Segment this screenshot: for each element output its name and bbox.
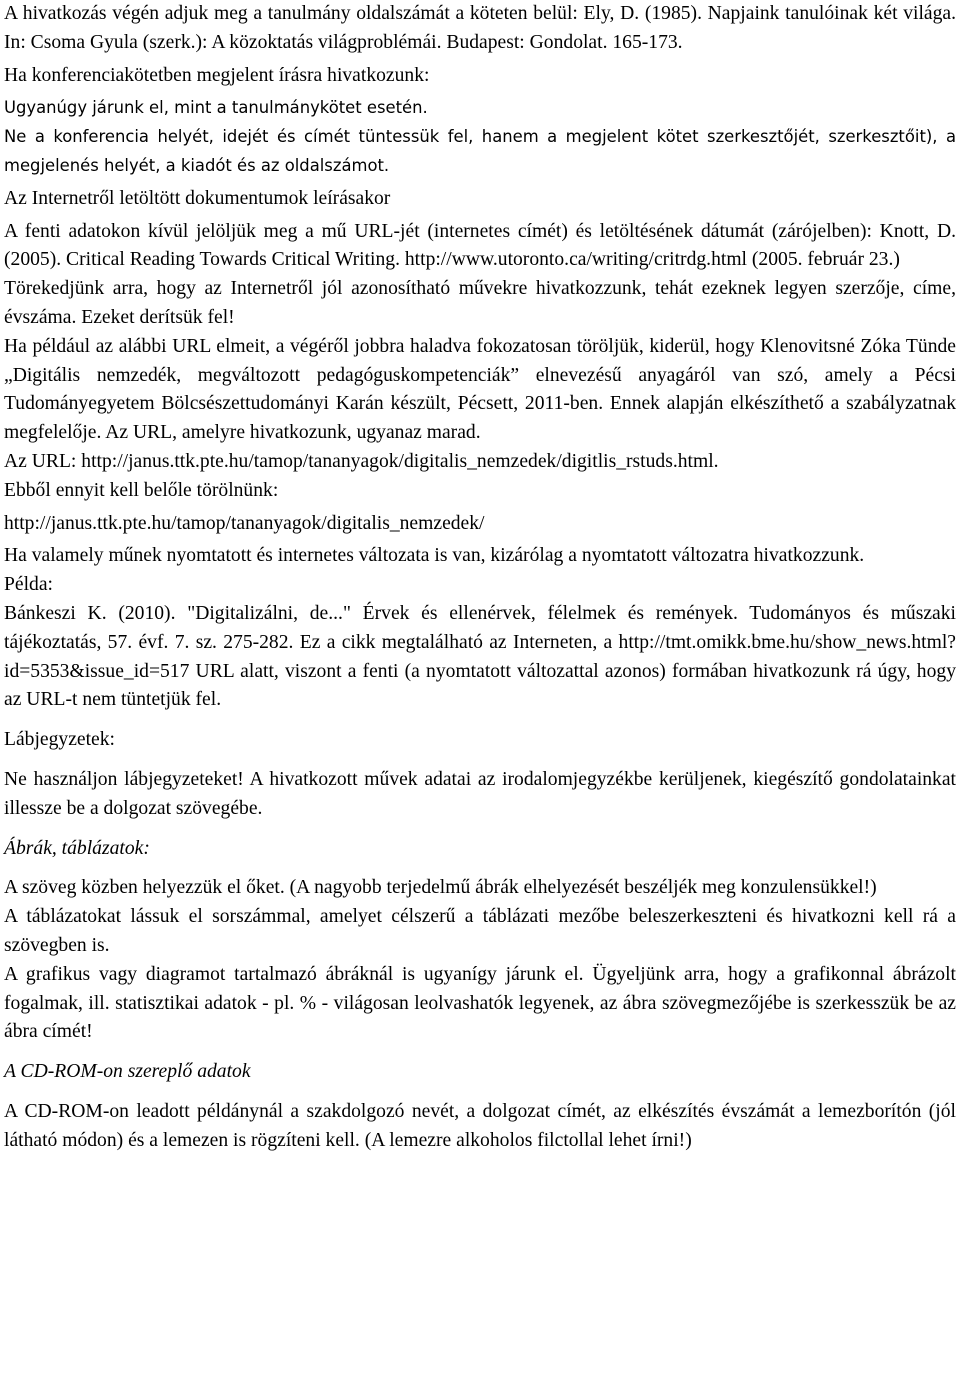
paragraph-figures-placement: A szöveg közben helyezzük el őket. (A nagyobb terjedelmű ábrák elhelyezését beszéljék meg konzulensükkel!) <box>4 877 877 899</box>
section-heading-cdrom-data: A CD-ROM-on szereplő adatok <box>4 1061 251 1083</box>
paragraph-footnotes-rule: Ne használjon lábjegyzeteket! A hivatkozott művek adatai az irodalomjegyzékbe kerüljenek, kiegészítő gondolatainkat illessze be a dolgozat szövegébe. <box>4 768 956 819</box>
paragraph-conference-reference-example: A hivatkozás végén adjuk meg a tanulmány oldalszámát a köteten belül: Ely, D. (1985). Napjaink tanulóinak két világa. In: Csoma Gyula (szerk.): A közoktatás világproblémái. Budapest: Gondolat. 165-173. <box>4 3 956 53</box>
paragraph-trim-instruction: Ebből ennyit kell belőle törölnünk: <box>4 479 279 501</box>
paragraph-bankeszi-example: Bánkeszi K. (2010). "Digitalizálni, de..." Érvek és ellenérvek, félelmek és remények. Tudományos és műszaki tájékoztatás, 57. évf. 7. sz. 275-282. Ez a cikk megtalálható az Interneten, a http://tmt.omikk.bme.hu/show_news.html?id=5353&issue_id=517 URL alatt, viszont a fenti (a nyomtatott változattal azonos) formában hivatkozunk rá úgy, hogy az URL-t nem tüntetjük fel. <box>4 602 956 711</box>
section-heading-footnotes: Lábjegyzetek: <box>4 729 115 751</box>
paragraph-trimmed-url: http://janus.ttk.pte.hu/tamop/tananyagok/digitalis_nemzedek/ <box>4 512 485 534</box>
paragraph-example-label: Példa: <box>4 574 53 596</box>
paragraph-cdrom-rules: A CD-ROM-on leadott példánynál a szakdolgozó nevét, a dolgozat címét, az elkészítés évszámát a lemezborítón (jól látható módon) és a lemezen is rögzíteni kell. (A lemezre alkoholos filctollal lehet írni!) <box>4 1100 956 1151</box>
paragraph-conference-volume-heading: Ha konferenciakötetben megjelent írásra hivatkozunk: <box>4 64 430 86</box>
section-heading-internet-documents: Az Internetről letöltött dokumentumok leírásakor <box>4 187 391 209</box>
paragraph-tables-numbering: A táblázatokat lássuk el sorszámmal, amelyet célszerű a táblázati mezőbe beleszerkeszteni és hivatkozni kell rá a szövegben is. <box>4 906 956 956</box>
paragraph-url-trimming-example: Ha például az alábbi URL elmeit, a végéről jobbra haladva fokozatosan töröljük, kiderül, hogy Klenovitsné Zóka Tünde „Digitális nemzedék, megváltozott pedagóguskompetenciák” elnevezésű anyagáról van szó, amely a Pécsi Tudományegyetem Bölcsészettudományi Karán készült, Pécsett, 2011-ben. Ennek alapján elkészíthető a szabályzatnak megfelelője. Az URL, amelyre hivatkozunk, ugyanaz marad. <box>4 335 956 444</box>
paragraph-graphics-rules: A grafikus vagy diagramot tartalmazó ábráknál is ugyanígy járunk el. Ügyeljünk arra, hogy a grafikonnal ábrázolt fogalmak, ill. statisztikai adatok - pl. % - világosan leolvashatók legyenek, az ábra szövegmezőjébe is szerkesszük be az ábra címét! <box>4 963 956 1043</box>
paragraph-identifiable-works: Törekedjünk arra, hogy az Internetről jól azonosítható művekre hivatkozzunk, tehát ezeknek legyen szerzője, címe, évszáma. Ezeket derítsük fel! <box>4 278 956 328</box>
document-page <box>4 0 956 1155</box>
paragraph-url-and-date: A fenti adatokon kívül jelöljük meg a mű URL-jét (internetes címét) és letöltésének dátumát (zárójelben): Knott, D. (2005). Critical Reading Towards Critical Writing. http://www.utoronto.ca/writing/critrdg.html (2005. február 23.) <box>4 220 956 271</box>
section-heading-figures-tables: Ábrák, táblázatok: <box>4 837 150 859</box>
paragraph-editor-instructions: Ne a konferencia helyét, idejét és címét tüntessük fel, hanem a megjelent kötet szerkesztőjét, szerkesztőit), a megjelenés helyét, a kiadót és az oldalszámot. <box>4 127 956 175</box>
paragraph-same-as-volume: Ugyanúgy járunk el, mint a tanulmánykötet esetén. <box>4 98 428 118</box>
paragraph-printed-version-rule: Ha valamely műnek nyomtatott és internetes változata is van, kizárólag a nyomtatott változatra hivatkozzunk. <box>4 545 865 567</box>
paragraph-full-url: Az URL: http://janus.ttk.pte.hu/tamop/tananyagok/digitalis_nemzedek/digitlis_rstuds.html. <box>4 450 719 472</box>
